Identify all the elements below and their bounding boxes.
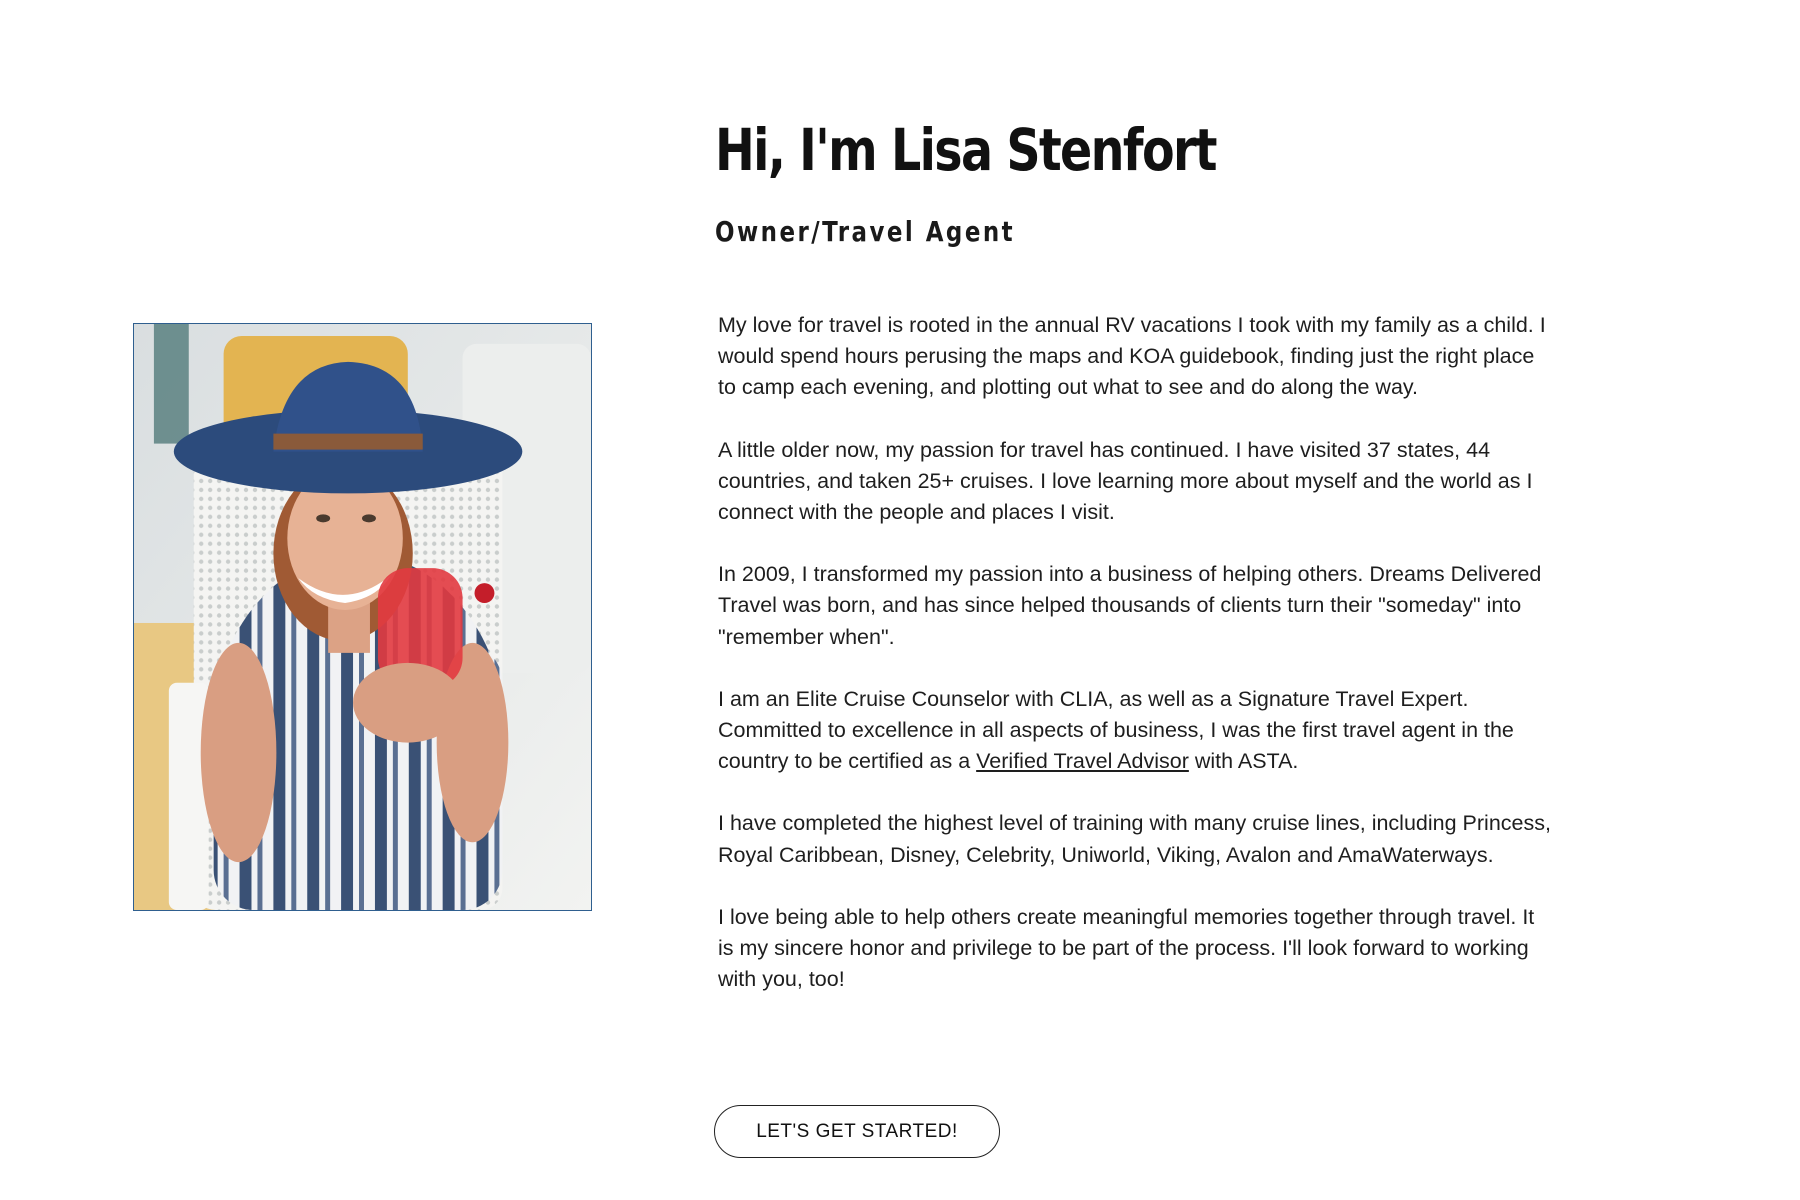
verified-travel-advisor-link[interactable]: Verified Travel Advisor	[976, 749, 1189, 774]
bio-paragraph-4-tail: with ASTA.	[1188, 749, 1299, 774]
bio-paragraph-2: A little older now, my passion for travel has continued. I have visited 37 states, 44 countries, and taken 25+ cruises. I love learning more about myself and the world as I connect with the people and places I visit.	[718, 437, 1533, 525]
profile-photo-illustration	[134, 324, 591, 910]
bio-paragraph-5: I have completed the highest level of training with many cruise lines, including Princess, Royal Caribbean, Disney, Celebrity, Uniworld, Viking, Avalon and AmaWaterways.	[718, 811, 1551, 867]
about-section	[715, 110, 1555, 1026]
bio-paragraph-4-text: I am an Elite Cruise Counselor with CLIA, as well as a Signature Travel Expert. Committed to excellence in all aspects of business, I was the first travel agent in the country to be certified as a	[718, 686, 1514, 774]
bio-paragraph-6: I love being able to help others create meaningful memories together through travel. It is my sincere honor and privilege to be part of the process. I'll look forward to working with you, too!	[718, 904, 1535, 992]
get-started-button[interactable]: LET'S GET STARTED!	[714, 1105, 1000, 1158]
bio-paragraph-4	[718, 684, 1555, 778]
profile-photo	[133, 323, 592, 911]
bio-paragraph-3: In 2009, I transformed my passion into a business of helping others. Dreams Delivered Travel was born, and has since helped thousands of clients turn their "someday" into "remember when".	[718, 562, 1542, 649]
page-title: Hi, I'm Lisa Stenfort	[715, 116, 1216, 184]
role-subtitle: Owner/Travel Agent	[715, 215, 1016, 248]
bio-text	[715, 310, 1555, 995]
bio-paragraph-1: My love for travel is rooted in the annual RV vacations I took with my family as a child. I would spend hours perusing the maps and KOA guidebook, finding just the right place to camp each evening, and plotting out what to see and do along the way.	[718, 313, 1546, 400]
